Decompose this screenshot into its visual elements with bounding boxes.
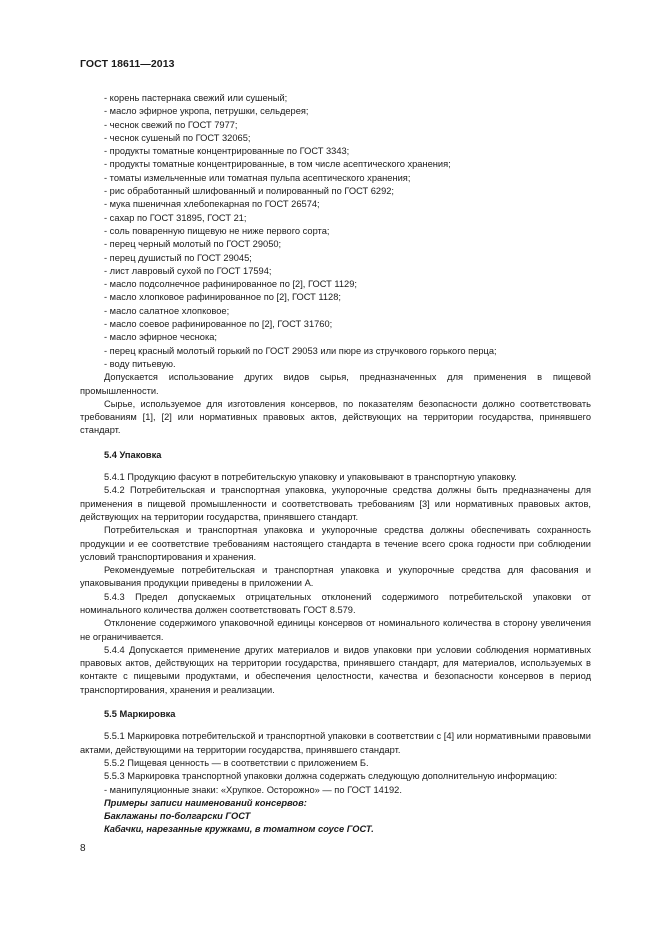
- example-line: Кабачки, нарезанные кружками, в томатном соусе ГОСТ.: [104, 824, 374, 835]
- paragraph: 5.4.1 Продукцию фасуют в потребительскую упаковку и упаковывают в транспортную упаковку.: [104, 472, 517, 483]
- ingredient-item: - корень пастернака свежий или сушеный;: [104, 93, 288, 103]
- raw-materials-paragraphs: [80, 371, 591, 437]
- ingredient-item: - масло эфирное чеснока;: [104, 332, 217, 343]
- ingredient-item: - масло подсолнечное рафинированное по [2], ГОСТ 1129;: [104, 279, 357, 290]
- section-title-packaging: 5.4 Упаковка: [104, 449, 162, 460]
- example-line: Баклажаны по-болгарски ГОСТ: [104, 811, 251, 822]
- ingredient-item: - лист лавровый сухой по ГОСТ 17594;: [104, 265, 272, 276]
- paragraph: Потребительская и транспортная упаковка и укупорочные средства должны обеспечивать сохранность продукции и ее соответствие требованиям настоящего стандарта в течение всего срока годности при соблюдении условий транспортирования и хранения.: [80, 525, 591, 562]
- paragraph: Отклонение содержимого упаковочной единицы консервов от номинального количества в сторону увеличения не ограничивается.: [80, 618, 591, 642]
- ingredient-item: - продукты томатные концентрированные по ГОСТ 3343;: [104, 146, 350, 157]
- example-line: Примеры записи наименований консервов:: [104, 797, 307, 808]
- page-content: [80, 92, 591, 837]
- ingredient-item: - перец красный молотый горький по ГОСТ 29053 или пюре из стручкового горького перца;: [104, 345, 497, 356]
- ingredient-item: - рис обработанный шлифованный и полированный по ГОСТ 6292;: [104, 186, 395, 197]
- ingredient-item: - масло соевое рафинированное по [2], ГОСТ 31760;: [104, 319, 333, 330]
- page-number: 8: [80, 843, 86, 854]
- paragraph: - манипуляционные знаки: «Хрупкое. Осторожно» — по ГОСТ 14192.: [104, 784, 402, 795]
- marking-paragraphs: [80, 730, 591, 796]
- ingredient-item: - масло хлопковое рафинированное по [2], ГОСТ 1128;: [104, 292, 341, 303]
- ingredient-item: - масло салатное хлопковое;: [104, 305, 230, 316]
- marking-examples: [104, 797, 591, 837]
- ingredient-item: - продукты томатные концентрированные, в том числе асептического хранения;: [104, 159, 451, 170]
- paragraph: 5.4.4 Допускается применение других материалов и видов упаковки при условии соблюдения нормативных правовых актов, действующих на территории государства, принявшего стандарт, для материалов, используемых в контакте с пищевыми продуктами, и обеспечения целостности, качества и безопасности консервов в период транспортирования, хранения и реализации.: [80, 644, 591, 695]
- ingredient-item: - сахар по ГОСТ 31895, ГОСТ 21;: [104, 212, 247, 223]
- ingredient-item: - чеснок сушеный по ГОСТ 32065;: [104, 132, 251, 143]
- ingredient-list: [104, 92, 591, 371]
- paragraph: 5.4.2 Потребительская и транспортная упаковка, укупорочные средства должны быть предназначены для применения в пищевой промышленности и соответствовать требованиям [3] или нормативных правовых актов, действующих на территории государства, принявшего стандарт.: [80, 485, 591, 522]
- paragraph: 5.5.1 Маркировка потребительской и транспортной упаковки в соответствии с [4] или нормативными правовыми актами, действующими на территории государства, принявшего стандарт.: [80, 731, 591, 755]
- ingredient-item: - чеснок свежий по ГОСТ 7977;: [104, 119, 238, 130]
- document-header: ГОСТ 18611—2013: [80, 58, 175, 70]
- paragraph: Допускается использование других видов сырья, предназначенных для применения в пищевой промышленности.: [80, 372, 591, 396]
- ingredient-item: - мука пшеничная хлебопекарная по ГОСТ 26574;: [104, 199, 320, 210]
- ingredient-item: - томаты измельченные или томатная пульпа асептического хранения;: [104, 172, 411, 183]
- packaging-paragraphs: [80, 471, 591, 697]
- ingredient-item: - перец душистый по ГОСТ 29045;: [104, 252, 252, 263]
- ingredient-item: - соль поваренную пищевую не ниже первого сорта;: [104, 225, 330, 236]
- paragraph: 5.5.3 Маркировка транспортной упаковки должна содержать следующую дополнительную информацию:: [104, 771, 558, 782]
- paragraph: 5.5.2 Пищевая ценность — в соответствии с приложением Б.: [104, 757, 369, 768]
- paragraph: 5.4.3 Предел допускаемых отрицательных отклонений содержимого потребительской упаковки от номинального количества должен соответствовать ГОСТ 8.579.: [80, 591, 591, 615]
- ingredient-item: - воду питьевую.: [104, 358, 176, 369]
- section-title-marking: 5.5 Маркировка: [104, 709, 176, 720]
- ingredient-item: - масло эфирное укропа, петрушки, сельдерея;: [104, 106, 309, 117]
- ingredient-item: - перец черный молотый по ГОСТ 29050;: [104, 239, 282, 250]
- paragraph: Рекомендуемые потребительская и транспортная упаковка и укупорочные средства для фасования и упаковывания продукции приведены в приложении А.: [80, 565, 591, 589]
- paragraph: Сырье, используемое для изготовления консервов, по показателям безопасности должно соответствовать требованиям [1], [2] или нормативных правовых актов, действующих на территории государства, принявшего стандарт.: [80, 398, 591, 436]
